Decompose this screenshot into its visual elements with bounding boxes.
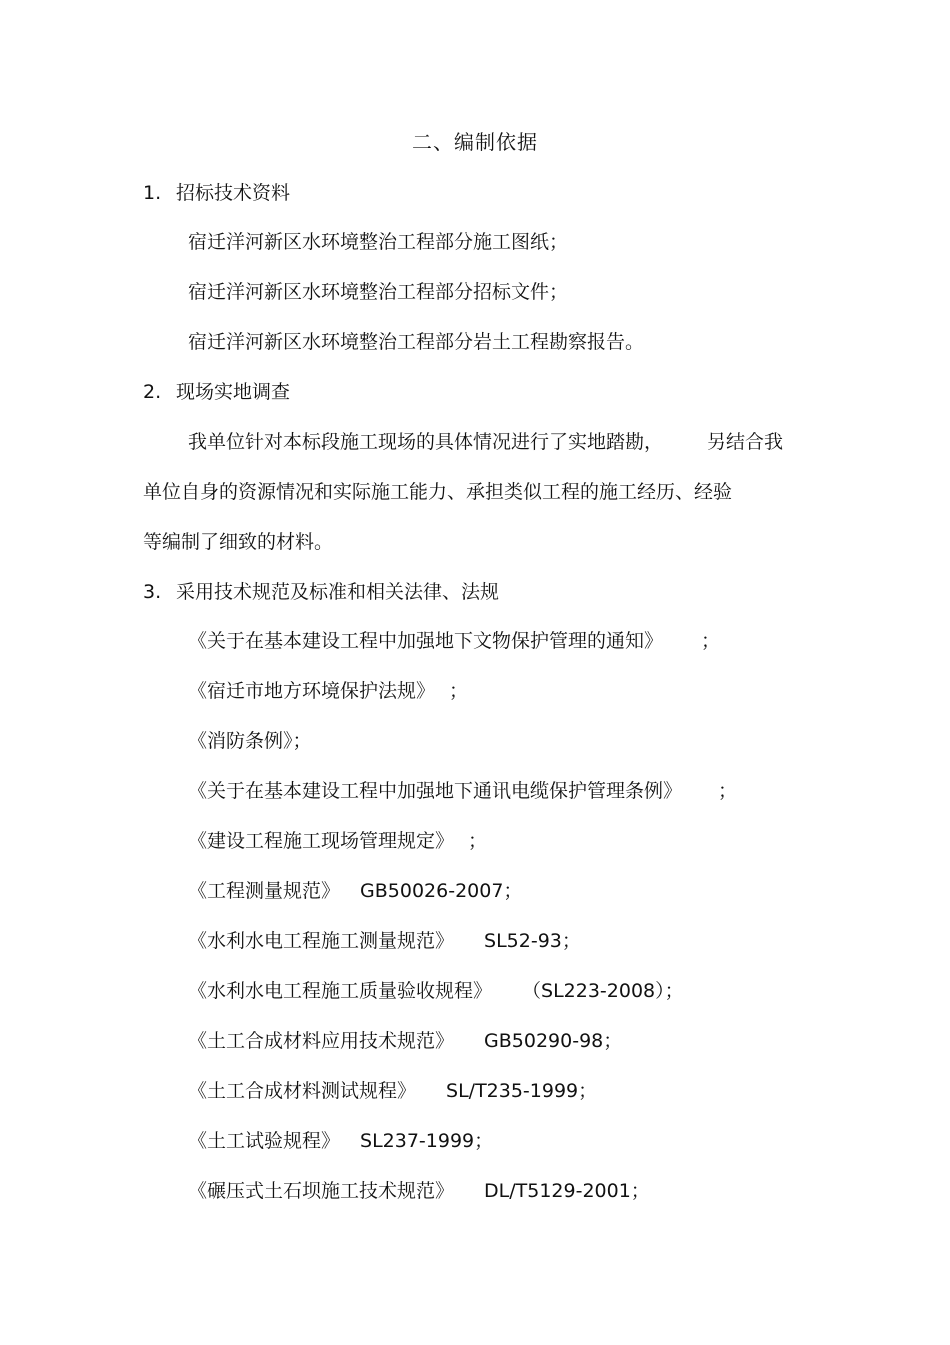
regulation-item [188, 628, 720, 654]
regulation-code: DL/T5129-2001； [484, 1180, 650, 1202]
regulation-name: 《碾压式土石坝施工技术规范》 [188, 1180, 455, 1202]
list-item: 宿迁洋河新区水环境整治工程部分招标文件； [188, 281, 569, 303]
list-item: 宿迁洋河新区水环境整治工程部分施工图纸； [188, 231, 569, 253]
paragraph-line: 单位自身的资源情况和实际施工能力、承担类似工程的施工经历、经验 [143, 481, 733, 503]
section-heading-3 [143, 579, 499, 605]
regulation-name: 《工程测量规范》 [188, 880, 341, 902]
regulation-name: 《水利水电工程施工质量验收规程》 [188, 980, 493, 1002]
regulation-name: 《关于在基本建设工程中加强地下文物保护管理的通知》 [188, 630, 664, 652]
regulation-item [188, 728, 312, 754]
regulation-item [188, 1028, 622, 1054]
regulation-code: ； [701, 630, 721, 652]
section-title: 采用技术规范及标准和相关法律、法规 [176, 581, 500, 603]
regulation-item [188, 778, 737, 804]
regulation-item [188, 978, 684, 1004]
regulation-item [188, 878, 522, 904]
paragraph-text: 我单位针对本标段施工现场的具体情况进行了实地踏勘， [188, 431, 664, 453]
regulation-code: SL52-93； [484, 930, 581, 952]
section-heading-2 [143, 379, 290, 405]
regulation-code: GB50026-2007； [360, 880, 523, 902]
section-title: 现场实地调查 [176, 381, 291, 403]
regulation-item [188, 1178, 650, 1204]
regulation-name: 《土工合成材料测试规程》 [188, 1080, 417, 1102]
regulation-name: 《消防条例》； [188, 730, 312, 752]
section-title: 招标技术资料 [176, 182, 291, 204]
regulation-code: ； [449, 680, 469, 702]
regulation-code: SL237-1999； [360, 1130, 494, 1152]
regulation-name: 《土工合成材料应用技术规范》 [188, 1030, 455, 1052]
regulation-code: ； [718, 780, 738, 802]
regulation-code: （SL223-2008）； [522, 980, 684, 1002]
regulation-code: GB50290-98； [484, 1030, 623, 1052]
regulation-item [188, 1128, 493, 1154]
regulation-item [188, 928, 581, 954]
regulation-code: SL/T235-1999； [446, 1080, 598, 1102]
section-number: 1. [143, 182, 162, 204]
section-number: 2. [143, 381, 162, 403]
list-item: 宿迁洋河新区水环境整治工程部分岩土工程勘察报告。 [188, 331, 645, 353]
regulation-name: 《建设工程施工现场管理规定》 [188, 830, 455, 852]
paragraph-line [188, 429, 783, 455]
regulation-name: 《土工试验规程》 [188, 1130, 341, 1152]
regulation-item [188, 828, 487, 854]
regulation-item [188, 678, 468, 704]
regulation-code: ； [468, 830, 488, 852]
section-heading-1 [143, 180, 290, 206]
document-title: 二、编制依据 [412, 130, 538, 154]
regulation-item [188, 1078, 597, 1104]
regulation-name: 《水利水电工程施工测量规范》 [188, 930, 455, 952]
regulation-name: 《宿迁市地方环境保护法规》 [188, 680, 436, 702]
paragraph-line: 等编制了细致的材料。 [143, 531, 334, 553]
regulation-name: 《关于在基本建设工程中加强地下通讯电缆保护管理条例》 [188, 780, 683, 802]
paragraph-text: 另结合我 [707, 431, 784, 453]
section-number: 3. [143, 581, 162, 603]
